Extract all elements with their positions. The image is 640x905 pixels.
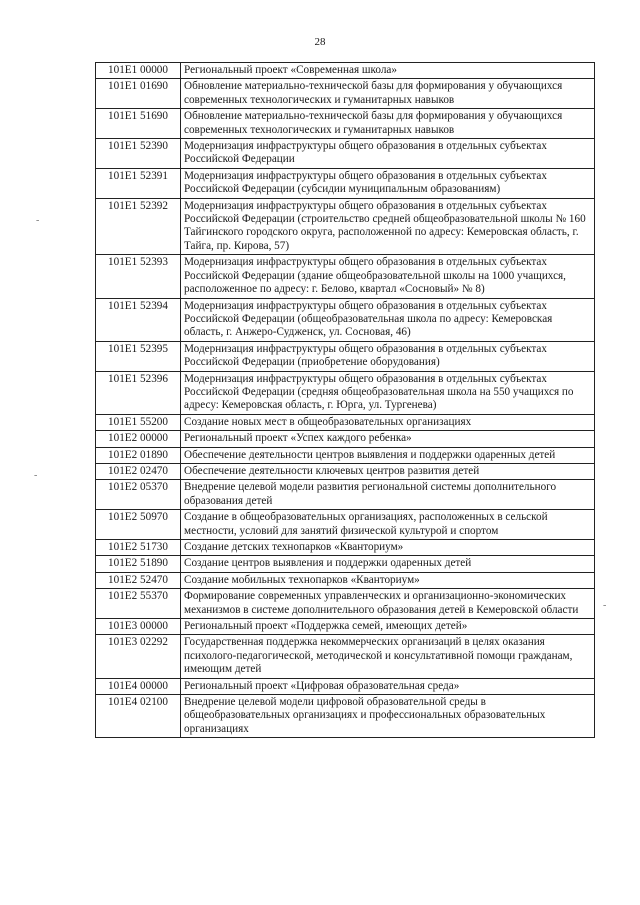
table-row [96,168,595,198]
row-code: 101E2 51890 [96,556,181,572]
row-code: 101E3 02292 [96,635,181,678]
row-code: 101E2 01890 [96,447,181,463]
row-code: 101E1 52393 [96,255,181,298]
table-row [96,198,595,255]
table-row [96,635,595,678]
table-row [96,572,595,588]
table-row [96,139,595,169]
row-description: Региональный проект «Поддержка семей, имеющих детей» [181,619,595,635]
row-code: 101E1 52394 [96,298,181,341]
table-row [96,678,595,694]
table-row [96,589,595,619]
row-description: Региональный проект «Современная школа» [181,63,595,79]
row-code: 101E1 51690 [96,109,181,139]
table-row [96,619,595,635]
row-code: 101E1 00000 [96,63,181,79]
row-code: 101E2 00000 [96,431,181,447]
table-row [96,540,595,556]
row-description: Модернизация инфраструктуры общего образования в отдельных субъектах Российской Федерации [181,139,595,169]
row-description: Обеспечение деятельности ключевых центров развития детей [181,463,595,479]
row-code: 101E1 52392 [96,198,181,255]
row-description: Создание центров выявления и поддержки одаренных детей [181,556,595,572]
row-description: Модернизация инфраструктуры общего образования в отдельных субъектах Российской Федерации (приобретение оборудования) [181,341,595,371]
row-description: Создание в общеобразовательных организациях, расположенных в сельской местности, условий для занятий физической культурой и спортом [181,510,595,540]
table-row [96,371,595,414]
scan-mark: - [34,470,38,481]
row-code: 101E4 00000 [96,678,181,694]
table-body [96,63,595,738]
table-row [96,431,595,447]
row-code: 101E4 02100 [96,695,181,738]
row-description: Модернизация инфраструктуры общего образования в отдельных субъектах Российской Федерации (здание общеобразовательной школы на 1000 учащихся, расположенное по адресу: г. Белово, квартал «Сосновый» № 8) [181,255,595,298]
row-code: 101E2 02470 [96,463,181,479]
row-code: 101E1 55200 [96,414,181,430]
row-description: Создание детских технопарков «Кванториум» [181,540,595,556]
row-code: 101E1 52390 [96,139,181,169]
row-code: 101E2 50970 [96,510,181,540]
row-description: Внедрение целевой модели развития региональной системы дополнительного образования детей [181,480,595,510]
table-row [96,298,595,341]
table-row [96,695,595,738]
scan-mark: - [603,600,607,611]
row-code: 101E2 05370 [96,480,181,510]
row-description: Региональный проект «Успех каждого ребенка» [181,431,595,447]
row-description: Обеспечение деятельности центров выявления и поддержки одаренных детей [181,447,595,463]
row-description: Обновление материально-технической базы для формирования у обучающихся современных технологических и гуманитарных навыков [181,79,595,109]
row-description: Региональный проект «Цифровая образовательная среда» [181,678,595,694]
table-row [96,414,595,430]
table-row [96,341,595,371]
scan-mark: - [36,215,40,226]
table-row [96,109,595,139]
row-description: Модернизация инфраструктуры общего образования в отдельных субъектах Российской Федерации (строительство средней общеобразовательной школы № 160 Тайгинского городского округа, расположенной по адресу: Кемеровская область, г. Тайга, пр. Кирова, 57) [181,198,595,255]
row-description: Модернизация инфраструктуры общего образования в отдельных субъектах Российской Федерации (общеобразовательная школа по адресу: Кемеровская область, г. Анжеро-Судженск, ул. Сосновая, 46) [181,298,595,341]
row-code: 101E2 51730 [96,540,181,556]
table-row [96,510,595,540]
row-code: 101E1 52391 [96,168,181,198]
row-description: Государственная поддержка некоммерческих организаций в целях оказания психолого-педагогической, методической и консультативной помощи гражданам, имеющим детей [181,635,595,678]
row-code: 101E2 52470 [96,572,181,588]
table-row [96,447,595,463]
table-row [96,63,595,79]
row-description: Внедрение целевой модели цифровой образовательной среды в общеобразовательных организациях и профессиональных образовательных организациях [181,695,595,738]
row-description: Модернизация инфраструктуры общего образования в отдельных субъектах Российской Федерации (средняя общеобразовательная школа на 550 учащихся по адресу: Кемеровская область, г. Юрга, ул. Тургенева) [181,371,595,414]
row-code: 101E1 52396 [96,371,181,414]
table-row [96,480,595,510]
row-description: Создание мобильных технопарков «Кванториум» [181,572,595,588]
page-number: 28 [314,36,326,48]
table-row [96,463,595,479]
row-description: Формирование современных управленческих и организационно-экономических механизмов в системе дополнительного образования детей в Кемеровской области [181,589,595,619]
row-description: Модернизация инфраструктуры общего образования в отдельных субъектах Российской Федерации (субсидии муниципальным образованиям) [181,168,595,198]
row-code: 101E1 52395 [96,341,181,371]
table-row [96,556,595,572]
row-description: Обновление материально-технической базы для формирования у обучающихся современных технологических и гуманитарных навыков [181,109,595,139]
budget-classification-table [95,62,595,738]
table-row [96,79,595,109]
row-description: Создание новых мест в общеобразовательных организациях [181,414,595,430]
row-code: 101E2 55370 [96,589,181,619]
row-code: 101E1 01690 [96,79,181,109]
row-code: 101E3 00000 [96,619,181,635]
table-row [96,255,595,298]
